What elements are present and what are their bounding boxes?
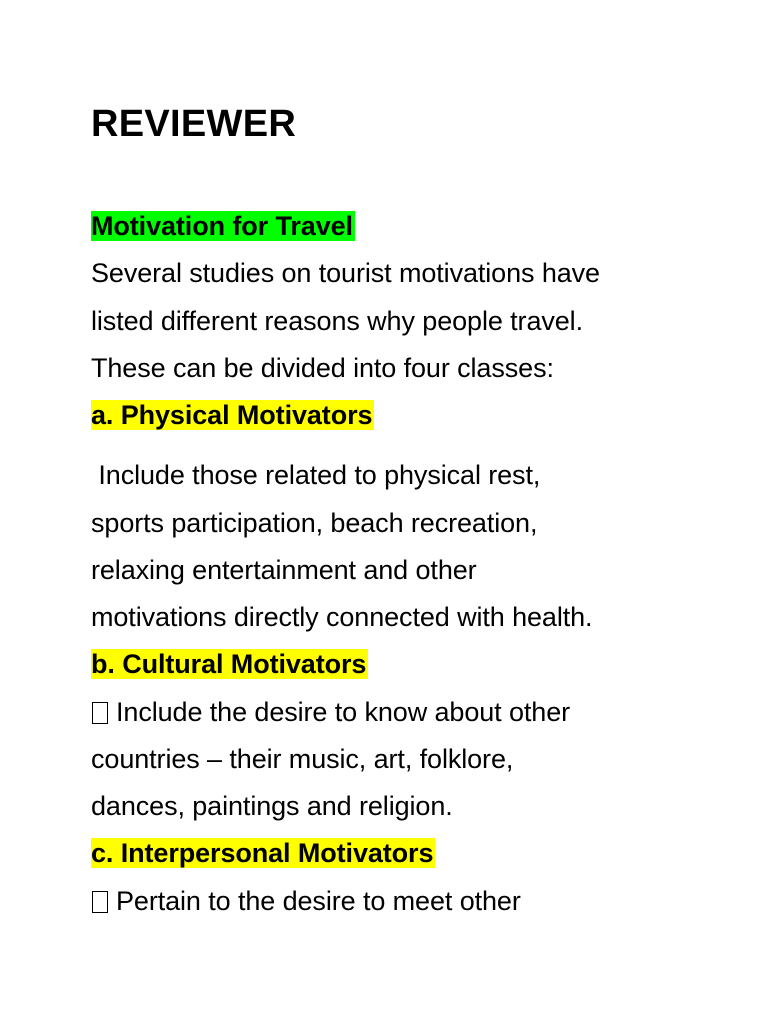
- physical-text-line: Include those related to physical rest,: [91, 460, 541, 490]
- physical-text-line: sports participation, beach recreation,: [91, 508, 538, 538]
- physical-heading-line: [91, 396, 374, 434]
- cultural-motivators-heading: b. Cultural Motivators: [91, 649, 367, 679]
- document-title: REVIEWER: [91, 103, 297, 145]
- missing-glyph-icon: [92, 702, 108, 724]
- interpersonal-heading-line: [91, 834, 435, 872]
- interpersonal-text: Pertain to the desire to meet other: [116, 886, 521, 916]
- physical-text-line: relaxing entertainment and other: [91, 555, 477, 585]
- cultural-text: Include the desire to know about other: [116, 697, 571, 727]
- intro-line: Several studies on tourist motivations have: [91, 258, 600, 288]
- physical-motivators-heading: a. Physical Motivators: [91, 400, 373, 430]
- section-heading-line: [91, 207, 355, 245]
- section-heading: Motivation for Travel: [91, 211, 353, 241]
- physical-text-line: motivations directly connected with health.: [91, 602, 593, 632]
- cultural-text-line: [91, 693, 570, 731]
- cultural-text-line: dances, paintings and religion.: [91, 791, 453, 821]
- interpersonal-text-line: [91, 882, 521, 920]
- cultural-text-line: countries – their music, art, folklore,: [91, 744, 514, 774]
- intro-line: listed different reasons why people travel.: [91, 306, 583, 336]
- cultural-heading-line: [91, 645, 368, 683]
- missing-glyph-icon: [92, 891, 108, 913]
- intro-line: These can be divided into four classes:: [91, 353, 554, 383]
- interpersonal-motivators-heading: c. Interpersonal Motivators: [91, 838, 434, 868]
